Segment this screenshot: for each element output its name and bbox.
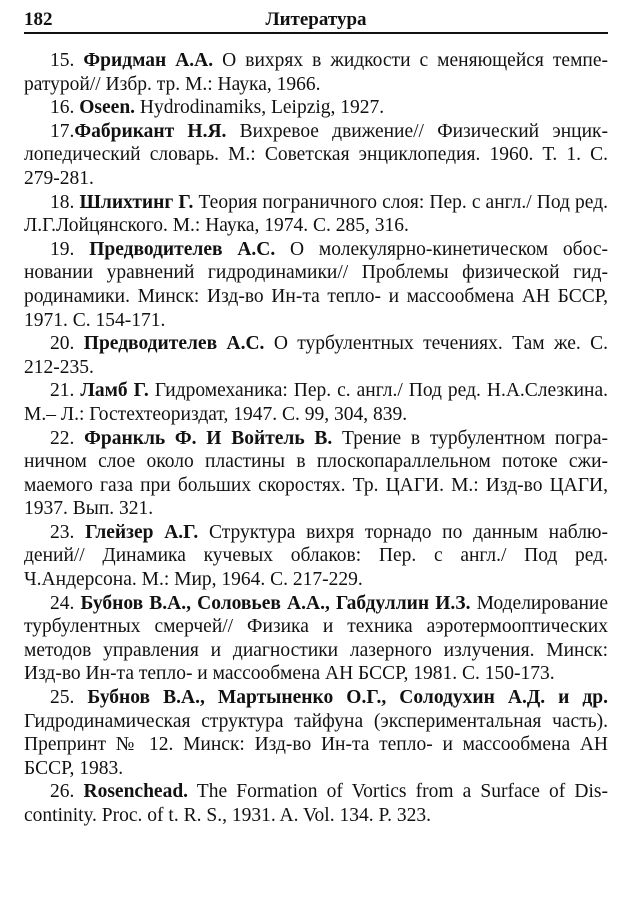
reference-item bbox=[24, 427, 608, 521]
running-title: Литература bbox=[265, 9, 367, 30]
reference-author: Шлихтинг Г. bbox=[79, 191, 194, 213]
reference-item bbox=[24, 191, 608, 238]
reference-text: О турбулентных течениях. Там же. С. 212-235. bbox=[24, 333, 609, 378]
reference-list bbox=[24, 49, 608, 828]
page-number: 182 bbox=[24, 9, 53, 30]
reference-number: 17. bbox=[50, 120, 75, 142]
reference-author: Франкль Ф. И Войтель В. bbox=[84, 427, 333, 449]
reference-item bbox=[24, 686, 608, 780]
reference-author: Rosenchead. bbox=[83, 781, 189, 803]
reference-item bbox=[24, 120, 608, 191]
reference-text: Трение в турбулентном пограничном слое около пластины в плоскопараллельном потоке сжимаемого газа при больших скоростях. Тр. ЦАГИ. М.: Изд-во ЦАГИ, 1937. Вып. 321. bbox=[24, 427, 609, 520]
reference-author: Бубнов В.А., Соловьев А.А., Габдуллин И.З. bbox=[80, 592, 471, 614]
reference-item bbox=[24, 332, 608, 379]
reference-text: Структура вихря торнадо по данным наблюдений// Динамика кучевых облаков: Пер. с англ./ Под ред. Ч.Андерсона. М.: Мир, 1964. С. 217-229. bbox=[24, 521, 609, 591]
reference-number: 20. bbox=[50, 333, 75, 355]
reference-number: 16. bbox=[50, 97, 75, 119]
reference-text: Гидродинамическая структура тайфуна (экспериментальная часть). Препринт № 12. Минск: Изд-во Ин-та тепло- и массообмена АН БССР, 1983. bbox=[24, 710, 608, 779]
reference-author: Ламб Г. bbox=[80, 380, 149, 402]
reference-text: Гидромеханика: Пер. с. англ./ Под ред. Н.А.Слезкина. М.– Л.: Гостехтеориздат, 1947. С. 99, 304, 839. bbox=[24, 380, 608, 425]
reference-author: Фабрикант Н.Я. bbox=[74, 120, 227, 142]
reference-number: 23. bbox=[50, 521, 75, 543]
reference-item bbox=[24, 238, 608, 332]
reference-text: Hydrodinamiks, Leipzig, 1927. bbox=[135, 97, 385, 119]
reference-item bbox=[24, 96, 608, 120]
reference-number: 26. bbox=[50, 781, 75, 803]
reference-author: Oseen. bbox=[79, 97, 136, 119]
reference-item bbox=[24, 521, 608, 592]
reference-text: О вихрях в жидкости с меняющейся температурой// Избр. тр. М.: Наука, 1966. bbox=[24, 50, 609, 95]
reference-author: Предводителев А.С. bbox=[83, 333, 265, 355]
reference-number: 25. bbox=[50, 687, 75, 709]
reference-text: Моделирование турбулентных смерчей// Физика и техника аэротермооптических методов управления и диагностики лазерного излучения. Минск: Изд-во Ин-та тепло- и массообмена АН БССР, 1981. С. 150-173. bbox=[24, 592, 609, 685]
reference-number: 24. bbox=[50, 592, 75, 614]
reference-author: Бубнов В.А., Мартыненко О.Г., Солодухин А.Д. и др. bbox=[87, 687, 608, 709]
reference-author: Глейзер А.Г. bbox=[85, 521, 199, 543]
reference-item bbox=[24, 780, 608, 827]
reference-author: Предводителев А.С. bbox=[89, 238, 276, 260]
reference-text: The Formation of Vortics from a Surface of Discontinity. Proc. of t. R. S., 1931. A. Vol. 134. P. 323. bbox=[24, 781, 609, 826]
reference-item bbox=[24, 379, 608, 426]
reference-text: Вихревое движение// Физический энциклопедический словарь. М.: Советская энциклопедия. 1960. Т. 1. С. 279-281. bbox=[24, 120, 608, 189]
reference-number: 21. bbox=[50, 380, 75, 402]
reference-number: 22. bbox=[50, 427, 75, 449]
reference-number: 18. bbox=[50, 191, 75, 213]
reference-number: 15. bbox=[50, 50, 75, 71]
reference-item bbox=[24, 49, 608, 96]
reference-number: 19. bbox=[50, 238, 75, 260]
reference-author: Фридман А.А. bbox=[83, 50, 214, 71]
reference-text: Теория пограничного слоя: Пер. с англ./ Под ред. Л.Г.Лойцянского. М.: Наука, 1974. С. 285, 316. bbox=[24, 191, 609, 237]
page-header bbox=[24, 8, 608, 34]
reference-text: О молекулярно-кинетическом обосновании уравнений гидродинамики// Проблемы физической гидродинамики. Минск: Изд-во Ин-та тепло- и массообмена АН БССР, 1971. С. 154-171. bbox=[24, 238, 608, 331]
reference-item bbox=[24, 592, 608, 686]
